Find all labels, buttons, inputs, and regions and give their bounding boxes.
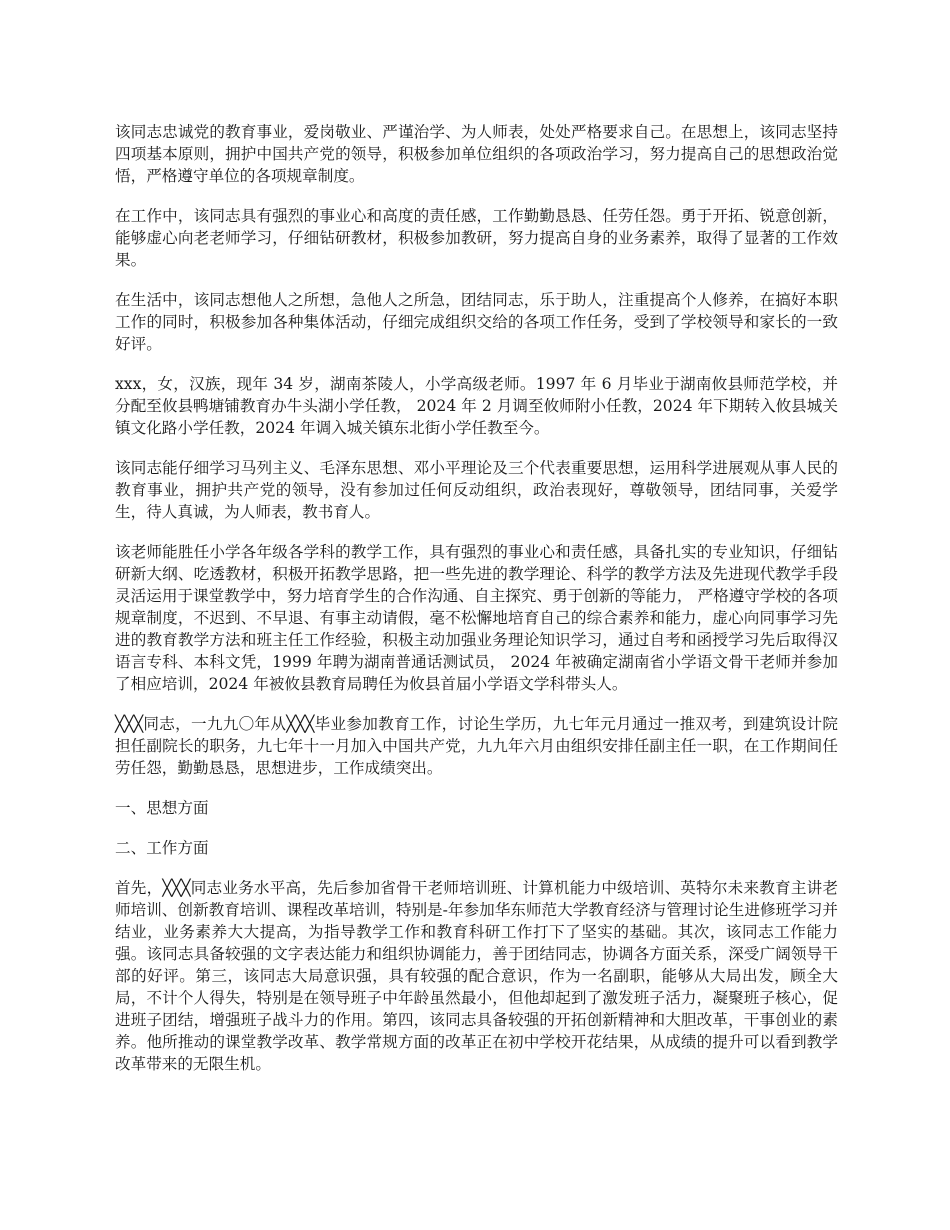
paragraph-work-details: 首先，╳╳╳同志业务水平高，先后参加省骨干老师培训班、计算机能力中级培训、英特尔未来教育主讲老师培训、创新教育培训、课程改革培训，特别是-年参加华东师范大学教育经济与管理讨论生进修班学习并结业，业务素养大大提高，为指导教学工作和教育科研工作打下了坚实的基础。其次，该同志工作能力强。该同志具备较强的文字表达能力和组织协调能力，善于团结同志，协调各方面关系，深受广阔领导干部的好评。第三，该同志大局意识强，具有较强的配合意识，作为一名副职，能够从大局出发，顾全大局，不计个人得失，特别是在领导班子中年龄虽然最小，但他却起到了激发班子活力，凝聚班子核心，促进班子团结，增强班子战斗力的作用。第四，该同志具备较强的开拓创新精神和大胆改革，干事创业的素养。他所推动的课堂教学改革、教学常规方面的改革正在初中学校开花结果，从成绩的提升可以看到教学改革带来的无限生机。	[115, 879, 838, 1073]
section-heading-ideology: 一、思想方面	[115, 799, 209, 817]
paragraph-work-attitude: 在工作中，该同志具有强烈的事业心和高度的责任感，工作勤勤恳恳、任劳任怨。勇于开拓、锐意创新，能够虚心向老老师学习，仔细钻研教材，积极参加教研，努力提高自身的业务素养，取得了显著的工作效果。	[115, 207, 838, 269]
paragraph-political-performance: 该同志能仔细学习马列主义、毛泽东思想、邓小平理论及三个代表重要思想，运用科学进展观从事人民的教育事业，拥护共产党的领导，没有参加过任何反动组织，政治表现好，尊敬领导，团结同事，关爱学生，待人真诚，为人师表，教书育人。	[115, 459, 838, 521]
paragraph-ideology-summary: 该同志忠诚党的教育事业，爱岗敬业、严谨治学、为人师表，处处严格要求自己。在思想上，该同志坚持四项基本原则，拥护中国共产党的领导，积极参加单位组织的各项政治学习，努力提高自己的思想政治觉悟，严格遵守单位的各项规章制度。	[115, 123, 838, 185]
paragraph-personal-profile: xxx，女，汉族，现年 34 岁，湖南茶陵人，小学高级老师。1997 年 6 月毕业于湖南攸县师范学校，并分配至攸县鸭塘铺教育办牛头湖小学任教， 2024 年 2 月调至攸师附小任教，2024 年下期转入攸县城关镇文化路小学任教，2024 年调入城关镇东北街小学任教至今。	[115, 375, 838, 437]
paragraph-life-conduct: 在生活中，该同志想他人之所想，急他人之所急，团结同志，乐于助人，注重提高个人修养，在搞好本职工作的同时，积极参加各种集体活动，仔细完成组织交给的各项工作任务，受到了学校领导和家长的一致好评。	[115, 291, 838, 353]
section-heading-work: 二、工作方面	[115, 839, 209, 857]
paragraph-teaching-work: 该老师能胜任小学各年级各学科的教学工作，具有强烈的事业心和责任感，具备扎实的专业知识，仔细钻研新大纲、吃透教材，积极开拓教学思路，把一些先进的教学理论、科学的教学方法及先进现代教学手段灵活运用于课堂教学中，努力培育学生的合作沟通、自主探究、勇于创新的等能力， 严格遵守学校的各项规章制度，不迟到、不早退、有事主动请假，毫不松懈地培育自己的综合素养和能力，虚心向同事学习先进的教育教学方法和班主任工作经验，积极主动加强业务理论知识学习，通过自考和函授学习先后取得汉语言专科、本科文凭，1999 年聘为湖南普通话测试员， 2024 年被确定湖南省小学语文骨干老师并参加了相应培训，2024 年被攸县教育局聘任为攸县首届小学语文学科带头人。	[115, 543, 838, 693]
document-body	[115, 121, 838, 1093]
paragraph-career-history: ╳╳╳同志，一九九〇年从╳╳╳毕业参加教育工作，讨论生学历，九七年元月通过一推双考，到建筑设计院担任副院长的职务，九七年十一月加入中国共产党，九九年六月由组织安排任副主任一职，在工作期间任劳任怨，勤勤恳恳，思想进步，工作成绩突出。	[115, 715, 838, 777]
